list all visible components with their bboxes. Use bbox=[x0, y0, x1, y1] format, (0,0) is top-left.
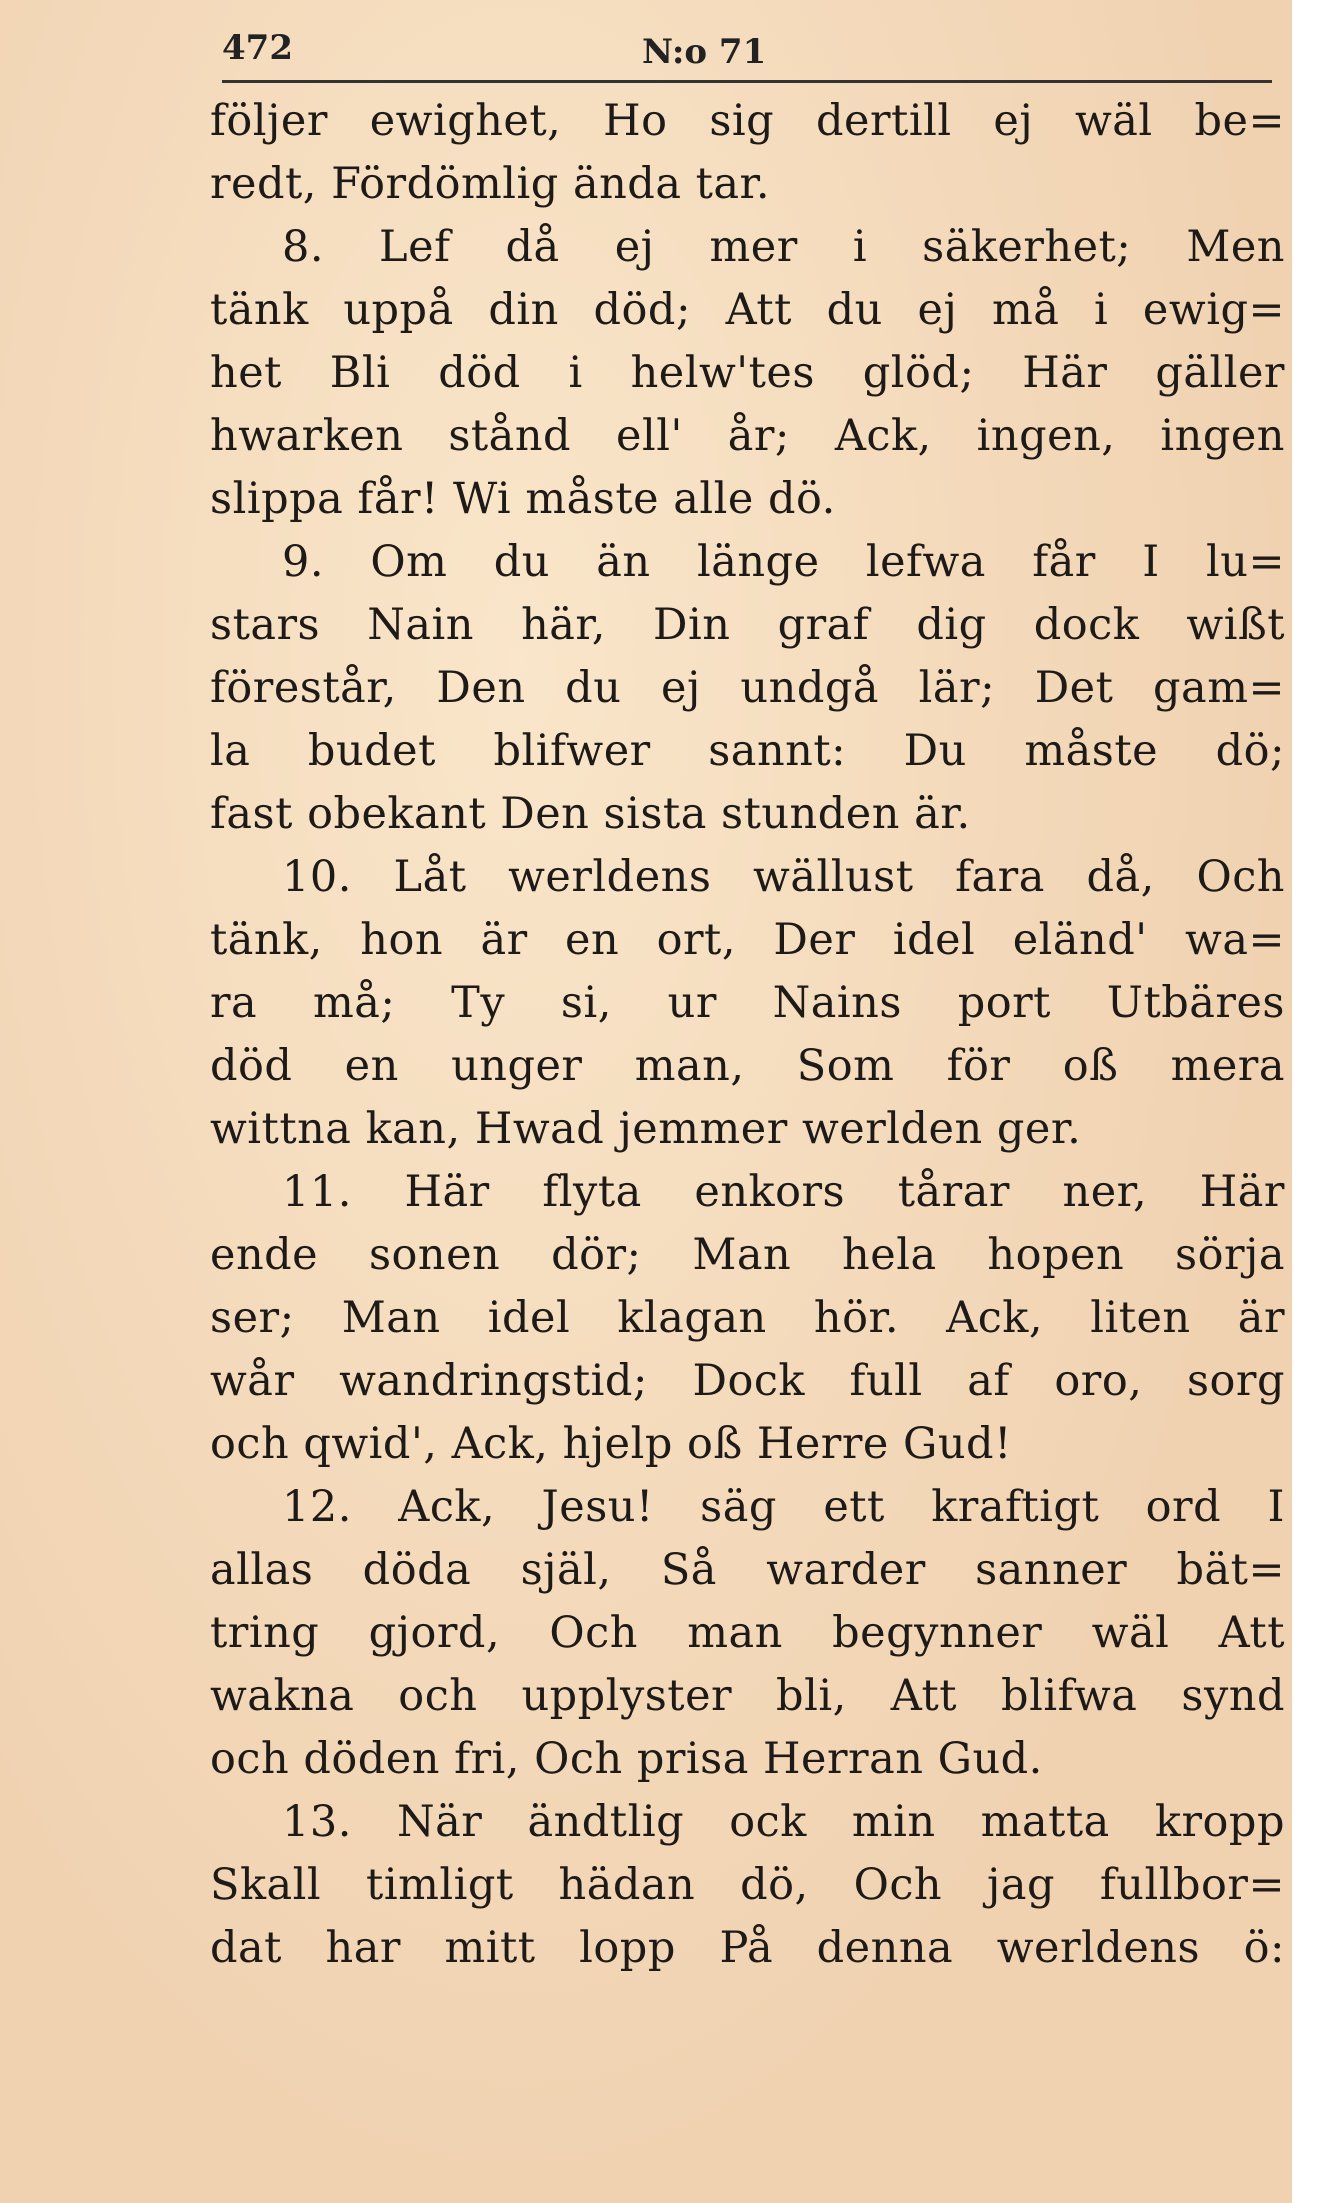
text-line: och döden fri, Och prisa Herran Gud. bbox=[210, 1734, 1043, 1784]
text-line: la budet blifwer sannt: Du måste dö; bbox=[210, 726, 1285, 776]
text-line: tänk uppå din död; Att du ej må i ewig= bbox=[210, 285, 1285, 335]
text-line: stars Nain här, Din graf dig dock wißt bbox=[210, 600, 1285, 650]
text-line: död en unger man, Som för oß mera bbox=[210, 1041, 1285, 1091]
stanza-start-line: 10. Låt werldens wällust fara då, Och bbox=[282, 852, 1285, 902]
text-line: tänk, hon är en ort, Der idel eländ' wa= bbox=[210, 915, 1285, 965]
text-line: och qwid', Ack, hjelp oß Herre Gud! bbox=[210, 1419, 1012, 1469]
stanza-start-line: 9. Om du än länge lefwa får I lu= bbox=[282, 537, 1285, 587]
text-line: redt, Fördömlig ända tar. bbox=[210, 159, 771, 209]
text-line: följer ewighet, Ho sig dertill ej wäl be= bbox=[210, 96, 1285, 146]
text-line: wittna kan, Hwad jemmer werlden ger. bbox=[210, 1104, 1082, 1154]
stanza-start-line: 12. Ack, Jesu! säg ett kraftigt ord I bbox=[282, 1482, 1285, 1532]
page-header bbox=[222, 28, 1272, 88]
stanza-start-line: 8. Lef då ej mer i säkerhet; Men bbox=[282, 222, 1285, 272]
text-line: ser; Man idel klagan hör. Ack, liten är bbox=[210, 1293, 1285, 1343]
stanza-start-line: 13. När ändtlig ock min matta kropp bbox=[282, 1797, 1285, 1847]
scan-margin bbox=[1292, 0, 1332, 2203]
text-line: dat har mitt lopp På denna werldens ö: bbox=[210, 1923, 1285, 1973]
hymn-number: N:o 71 bbox=[642, 32, 767, 72]
text-line: ra må; Ty si, ur Nains port Utbäres bbox=[210, 978, 1285, 1028]
text-line: tring gjord, Och man begynner wäl Att bbox=[210, 1608, 1285, 1658]
header-rule bbox=[222, 80, 1272, 83]
hymn-text bbox=[210, 90, 1285, 1980]
text-line: fast obekant Den sista stunden är. bbox=[210, 789, 971, 839]
page-number: 472 bbox=[222, 28, 293, 68]
text-line: förestår, Den du ej undgå lär; Det gam= bbox=[210, 663, 1285, 713]
text-line: slippa får! Wi måste alle dö. bbox=[210, 474, 836, 524]
text-line: het Bli död i helw'tes glöd; Här gäller bbox=[210, 348, 1285, 398]
text-line: wår wandringstid; Dock full af oro, sorg bbox=[210, 1356, 1285, 1406]
text-line: wakna och upplyster bli, Att blifwa synd bbox=[210, 1671, 1285, 1721]
text-line: allas döda själ, Så warder sanner bät= bbox=[210, 1545, 1285, 1595]
text-line: hwarken stånd ell' år; Ack, ingen, ingen bbox=[210, 411, 1285, 461]
text-line: Skall timligt hädan dö, Och jag fullbor= bbox=[210, 1860, 1285, 1910]
stanza-start-line: 11. Här flyta enkors tårar ner, Här bbox=[282, 1167, 1285, 1217]
text-line: ende sonen dör; Man hela hopen sörja bbox=[210, 1230, 1285, 1280]
